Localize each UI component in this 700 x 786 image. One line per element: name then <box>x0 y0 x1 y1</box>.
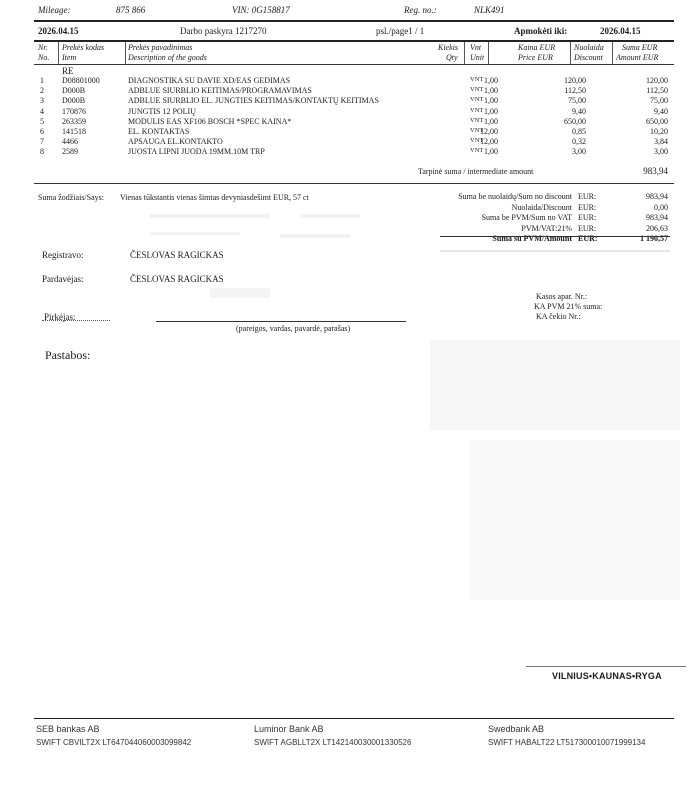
footer-rule <box>34 718 674 719</box>
cell-desc: JUOSTA LIPNI JUODA 19MM.10M TRP <box>128 147 265 157</box>
bank-swift: SWIFT CBVILT2X LT647044060003099842 <box>36 738 192 747</box>
cell-nr: 7 <box>40 137 44 147</box>
buyer-dotted-line <box>42 320 110 321</box>
col-desc-en: Description of the goods <box>128 53 207 62</box>
cell-qty: 12,00 <box>480 127 498 136</box>
doc-date: 2026.04.15 <box>38 26 79 36</box>
cell-unit: VNT <box>470 147 484 155</box>
cell-amount: 112,50 <box>646 86 668 96</box>
total-value: 1 190,57 <box>640 234 668 243</box>
col-code-lt: Prekės kodas <box>62 43 105 52</box>
col-unit-lt: Vnt <box>470 43 482 52</box>
total-value: 0,00 <box>654 202 668 212</box>
cell-unit: VNT <box>470 137 484 145</box>
total-value: 983,94 <box>646 192 668 201</box>
bank-name: SEB bankas AB <box>36 724 100 734</box>
intermediate-value: 983,94 <box>643 166 668 176</box>
total-label: Suma be PVM/Sum no VAT <box>481 213 572 222</box>
reg-value: NLK491 <box>474 5 505 15</box>
cell-nr: 4 <box>40 106 44 116</box>
mileage-label: Mileage: <box>38 5 71 15</box>
cell-qty: 1,00 <box>484 86 498 96</box>
table-row <box>36 117 670 127</box>
total-value: 983,94 <box>646 213 668 222</box>
col-sum-lt: Suma EUR <box>622 43 658 52</box>
table-row <box>36 107 670 117</box>
cell-price: 9,40 <box>572 106 586 116</box>
cell-desc: EL. KONTAKTAS <box>128 127 190 136</box>
cell-unit: VNT <box>470 106 484 114</box>
bank-swift: SWIFT HABALT22 LT517300010071999134 <box>488 738 646 747</box>
intermediate-rule <box>34 183 674 184</box>
table-row <box>36 86 670 96</box>
registered-label: Registravo: <box>42 250 84 260</box>
cell-amount: 650,00 <box>646 116 668 126</box>
cell-code: 170876 <box>62 106 86 116</box>
cell-amount: 3,84 <box>654 137 668 147</box>
cell-desc: MODULIS EAS XF106 BOSCH *SPEC KAINA* <box>128 116 292 126</box>
cell-desc: ADBLUE SIURBLIO EL. JUNGTIES KEITIMAS/KONTAKTŲ KEITIMAS <box>128 96 379 106</box>
cell-nr: 2 <box>40 86 44 96</box>
total-currency: EUR: <box>578 234 598 243</box>
col-price-lt: Kaina EUR <box>518 43 556 52</box>
buyer-caption: (pareigos, vardas, pavardė, parašas) <box>236 324 351 333</box>
cell-unit: VNT <box>470 127 484 134</box>
registered-name: ČESLOVAS RAGICKAS <box>130 250 224 260</box>
intermediate-label: Tarpinė suma / intermediate amount <box>418 167 534 176</box>
cell-unit: VNT <box>470 96 484 104</box>
doc-title: Darbo paskyra 1217270 <box>180 26 267 36</box>
cell-price: 0,32 <box>572 137 586 147</box>
ka-cekio-label: KA čekio Nr.: <box>536 312 581 321</box>
bank-swift: SWIFT AGBLLT2X LT142140030001330526 <box>254 738 412 747</box>
seller-name: ČESLOVAS RAGICKAS <box>130 274 224 284</box>
notes-label: Pastabos: <box>45 348 91 362</box>
cell-qty: 1,00 <box>484 116 498 126</box>
total-label: Nuolaida/Discount <box>511 202 572 212</box>
cell-nr: 6 <box>40 127 44 136</box>
cell-amount: 9,40 <box>654 106 668 116</box>
total-value: 206,63 <box>646 223 668 233</box>
cell-unit: VNT <box>470 116 484 124</box>
cell-amount: 3,00 <box>654 147 668 157</box>
cell-code: D000B <box>62 86 86 96</box>
cell-nr: 8 <box>40 147 44 157</box>
col-unit-en: Unit <box>470 53 485 62</box>
total-label: Suma su PVM/Amount <box>492 234 572 243</box>
reg-label: Reg. no.: <box>404 5 437 15</box>
total-currency: EUR: <box>578 192 597 201</box>
cell-code: 141518 <box>62 127 86 136</box>
total-label: PVM/VAT:21% <box>521 223 572 233</box>
cell-desc: APSAUGA EL.KONTAKTO <box>128 137 223 147</box>
total-currency: EUR: <box>578 223 597 233</box>
cell-price: 650,00 <box>564 116 586 126</box>
cell-desc: DIAGNOSTIKA SU DAVIE XD/EAS GEDIMAS <box>128 76 291 85</box>
cities-brand: VILNIUS•KAUNAS•RYGA <box>552 671 662 681</box>
cell-qty: 1,00 <box>484 76 498 85</box>
col-nr: Nr. <box>38 43 48 52</box>
cell-price: 75,00 <box>568 96 586 106</box>
seller-label: Pardavėjas: <box>42 274 84 284</box>
total-currency: EUR: <box>578 213 597 222</box>
col-code-en: Item <box>62 53 77 62</box>
header-rule <box>34 40 674 42</box>
col-discount-en: Discount <box>574 53 603 62</box>
cell-amount: 75,00 <box>650 96 668 106</box>
page-indicator: psl./page1 / 1 <box>376 26 425 36</box>
cell-code: 263359 <box>62 116 86 126</box>
totals-underline <box>440 236 670 237</box>
col-no: No. <box>38 53 50 62</box>
pay-until-label: Apmokėti iki: <box>514 26 568 36</box>
kasos-label: Kasos apar. Nr.: <box>536 292 588 301</box>
says-label: Suma žodžiais/Says: <box>38 193 104 202</box>
vin-label: VIN: 0G158817 <box>232 5 290 15</box>
cell-unit: VNT <box>470 86 484 94</box>
top-rule <box>34 20 674 22</box>
cell-code: D08801000 <box>62 76 100 85</box>
says-text: Vienas tūkstantis vienas šimtas devyniasdešimt EUR, 57 ct <box>120 193 309 202</box>
cell-qty: 1,00 <box>484 147 498 157</box>
cell-code: 4466 <box>62 137 78 147</box>
cell-nr: 3 <box>40 96 44 106</box>
ka-pvm-label: KA PVM 21% suma: <box>534 302 603 311</box>
cell-price: 3,00 <box>572 147 586 157</box>
cell-code: D000B <box>62 96 86 106</box>
cell-qty: 12,00 <box>480 137 498 147</box>
col-desc-lt: Prekės pavadinimas <box>128 43 193 52</box>
col-qty-en: Qty <box>446 53 458 62</box>
cell-price: 0,85 <box>572 127 586 136</box>
cell-unit: VNT <box>470 76 484 83</box>
cell-qty: 1,00 <box>484 96 498 106</box>
cell-amount: 120,00 <box>646 76 668 85</box>
total-label: Suma be nuolaidų/Sum no discount <box>458 192 572 201</box>
table-row <box>36 127 670 137</box>
pay-until-date: 2026.04.15 <box>600 26 641 36</box>
mileage-value: 875 866 <box>116 5 146 15</box>
cell-qty: 1,00 <box>484 106 498 116</box>
cell-amount: 10,20 <box>650 127 668 136</box>
col-sum-en: Amount EUR <box>616 53 659 62</box>
table-row <box>36 96 670 106</box>
cell-nr: 5 <box>40 116 44 126</box>
cell-desc: ADBLUE SIURBLIO KEITIMAS/PROGRAMAVIMAS <box>128 86 312 96</box>
table-header-rule <box>34 64 674 65</box>
cell-nr: 1 <box>40 76 44 85</box>
table-row <box>36 137 670 147</box>
cell-price: 120,00 <box>564 76 586 85</box>
total-currency: EUR: <box>578 202 597 212</box>
cell-code: 2589 <box>62 147 78 157</box>
col-discount-lt: Nuolaida <box>574 43 604 52</box>
buyer-signature-line <box>156 321 406 322</box>
bank-name: Luminor Bank AB <box>254 724 324 734</box>
cell-desc: JUNGTIS 12 POLIŲ <box>128 106 196 116</box>
buyer-label: Pirkėjas: <box>44 312 76 322</box>
col-qty-lt: Kiekis <box>438 43 458 52</box>
cell-price: 112,50 <box>564 86 586 96</box>
col-price-en: Price EUR <box>518 53 553 62</box>
table-row <box>36 147 670 157</box>
table-row <box>36 76 670 86</box>
bank-name: Swedbank AB <box>488 724 545 734</box>
re-label: RE <box>62 66 74 76</box>
